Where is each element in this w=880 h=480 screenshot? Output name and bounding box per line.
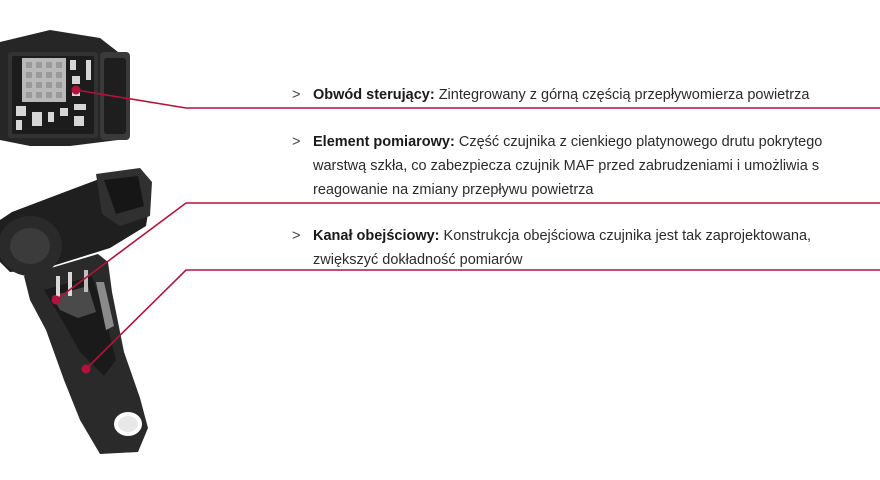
callout-description-line: Część czujnika z cienkiego platynowego drutu pokrytego xyxy=(458,134,823,150)
callout-measuring-element xyxy=(292,130,880,202)
callout-control-circuit xyxy=(292,83,880,107)
callout-description-line: Zintegrowany z górną częścią przepływomierza powietrza xyxy=(438,87,810,103)
control-circuit-sensor-image xyxy=(0,30,130,146)
callout-bypass-channel xyxy=(292,224,880,272)
callout-description-line: reagowanie na zmiany przepływu powietrza xyxy=(313,182,594,198)
callout-term: Element pomiarowy: xyxy=(313,134,455,150)
callout-description-line: Konstrukcja obejściowa czujnika jest tak zaprojektowana, xyxy=(443,228,812,244)
callout-term: Kanał obejściowy: xyxy=(313,228,440,244)
chevron-right-icon: > xyxy=(292,228,301,244)
chevron-right-icon: > xyxy=(292,134,301,150)
chevron-right-icon: > xyxy=(292,87,301,103)
callout-description-line: zwiększyć dokładność pomiarów xyxy=(313,252,523,268)
bypass-channel-sensor-image xyxy=(0,168,152,454)
callout-description-line: warstwą szkła, co zabezpiecza czujnik MAF przed zabrudzeniami i umożliwia s xyxy=(313,158,820,174)
leader-line-bypass-channel xyxy=(86,270,880,369)
callout-term: Obwód sterujący: xyxy=(313,87,435,103)
